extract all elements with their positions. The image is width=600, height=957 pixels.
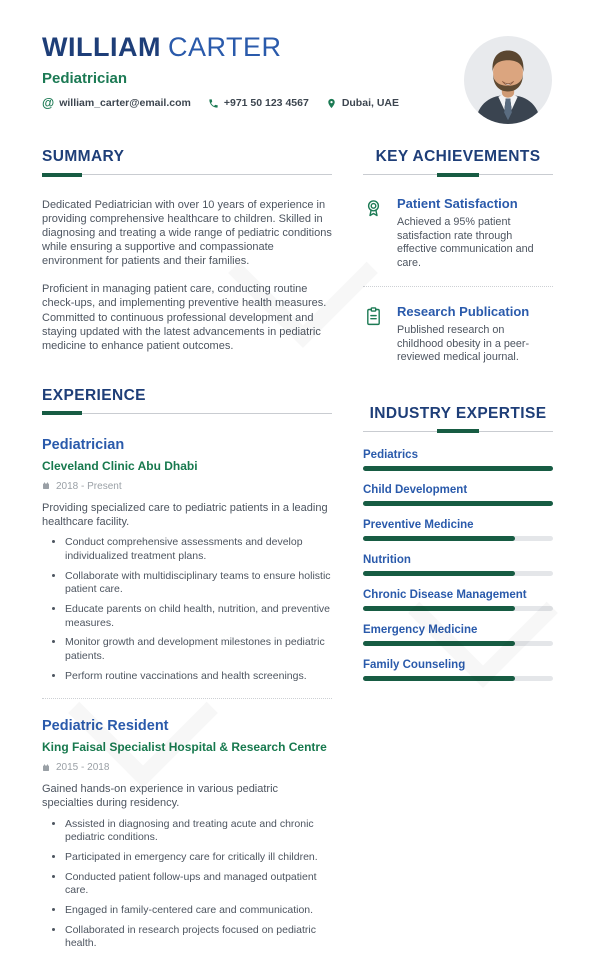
- skill-name: Nutrition: [363, 553, 411, 566]
- skill-name: Emergency Medicine: [363, 623, 478, 636]
- clipboard-icon: [363, 304, 385, 332]
- header-job-title: Pediatrician: [42, 70, 128, 87]
- skill-bar-fill: [363, 536, 515, 541]
- avatar: [464, 36, 552, 124]
- job-entry: [42, 718, 332, 951]
- job-title: Pediatrician: [42, 436, 125, 453]
- location-text: Dubai, UAE: [341, 97, 399, 110]
- skill-bar: [363, 606, 553, 611]
- summary-section: [42, 148, 332, 353]
- job-bullet: • Engaged in family-centered care and communication.: [65, 904, 332, 918]
- job-bullet: • Monitor growth and development milestones in pediatric patients.: [65, 636, 332, 663]
- job-dates-text: 2018 - Present: [56, 480, 122, 492]
- calendar-icon: [42, 482, 50, 490]
- achievements-heading: KEY ACHIEVEMENTS: [375, 148, 541, 165]
- content-columns: [0, 148, 600, 957]
- summary-paragraph: Proficient in managing patient care, conducting routine check-ups, and implementing preventive health measures. Committed to continuous professional development and staying updated with the latest advancements in pediatric medicine to enhance patient outcomes.: [42, 283, 327, 352]
- job-divider: [42, 698, 332, 699]
- skill-name: Family Counseling: [363, 658, 466, 671]
- pin-icon: [326, 98, 337, 109]
- job-title: Pediatric Resident: [42, 718, 169, 735]
- profile-photo: [464, 36, 552, 124]
- skill-row: [363, 554, 553, 576]
- achievement-content: [397, 304, 553, 365]
- experience-section: [42, 387, 332, 951]
- achievement-description: Published research on childhood obesity in a peer-reviewed medical journal.: [397, 323, 530, 364]
- job-bullet: • Perform routine vaccinations and health screenings.: [65, 670, 332, 684]
- job-bullet: • Educate parents on child health, nutrition, and preventive measures.: [65, 603, 332, 630]
- job-dates: [42, 762, 332, 773]
- full-name: [42, 34, 399, 61]
- achievement-item: [363, 196, 553, 271]
- divider-accent: [437, 429, 479, 433]
- section-divider: [42, 413, 332, 418]
- job-company: Cleveland Clinic Abu Dhabi: [42, 458, 198, 473]
- job-description: Gained hands-on experience in various pediatric specialties during residency.: [42, 783, 279, 810]
- expertise-section: [363, 405, 553, 681]
- achievement-divider: [363, 286, 553, 287]
- left-column: [42, 148, 332, 957]
- job-bullet: • Collaborated in research projects focused on pediatric health.: [65, 924, 332, 951]
- achievements-section: [363, 148, 553, 365]
- section-divider: [363, 174, 553, 179]
- contact-location: [326, 97, 399, 109]
- job-description: Providing specialized care to pediatric patients in a leading healthcare facility.: [42, 501, 328, 529]
- medal-icon: [363, 196, 385, 224]
- skill-name: Pediatrics: [363, 448, 418, 461]
- skill-list: [363, 449, 553, 681]
- job-bullet-list: [42, 818, 332, 951]
- skill-name: Child Development: [363, 483, 468, 496]
- skill-bar-fill: [363, 641, 515, 646]
- skill-row: [363, 624, 553, 646]
- header: [0, 0, 600, 124]
- summary-heading: SUMMARY: [42, 148, 125, 165]
- skill-bar-fill: [363, 676, 515, 681]
- phone-icon: [208, 98, 219, 109]
- job-bullet: • Participated in emergency care for critically ill children.: [65, 851, 332, 865]
- skill-name: Preventive Medicine: [363, 518, 474, 531]
- skill-bar: [363, 571, 553, 576]
- email-text: william_carter@email.com: [59, 97, 191, 110]
- contact-email: [42, 97, 191, 110]
- first-name: WILLIAM: [42, 32, 161, 62]
- experience-heading: EXPERIENCE: [42, 386, 146, 404]
- achievement-title: Research Publication: [397, 303, 530, 319]
- job-bullet: • Conducted patient follow-ups and managed outpatient care.: [65, 871, 332, 898]
- skill-name: Chronic Disease Management: [363, 588, 527, 601]
- contact-row: [42, 97, 399, 110]
- skill-bar-fill: [363, 571, 515, 576]
- job-bullet: • Collaborate with multidisciplinary teams to ensure holistic patient care.: [65, 570, 332, 597]
- divider-accent: [42, 411, 82, 415]
- skill-row: [363, 484, 553, 506]
- achievement-description: Achieved a 95% patient satisfaction rate through effective communication and care.: [397, 216, 534, 270]
- divider-accent: [437, 173, 479, 177]
- achievement-item: [363, 304, 553, 365]
- skill-row: [363, 589, 553, 611]
- header-identity: [42, 34, 399, 110]
- right-column: [363, 148, 553, 957]
- job-bullet-list: [42, 536, 332, 683]
- skill-row: [363, 659, 553, 681]
- job-bullet: • Conduct comprehensive assessments and develop individualized treatment plans.: [65, 536, 332, 563]
- job-dates: [42, 481, 332, 492]
- section-divider: [42, 174, 332, 179]
- contact-phone: [208, 97, 309, 109]
- divider-accent: [42, 173, 82, 177]
- skill-bar-fill: [363, 501, 553, 506]
- summary-paragraph: Dedicated Pediatrician with over 10 years of experience in providing comprehensive healthcare to children. Skilled in diagnosing and treating a wide range of pediatric conditions while ensuring a supportive and compassionate environment for patients and their families.: [42, 199, 332, 268]
- achievement-title: Patient Satisfaction: [397, 196, 518, 211]
- achievement-content: [397, 196, 553, 271]
- skill-bar: [363, 466, 553, 471]
- skill-bar: [363, 641, 553, 646]
- summary-body: [42, 198, 332, 353]
- job-dates-text: 2015 - 2018: [56, 762, 110, 774]
- expertise-heading: INDUSTRY EXPERTISE: [369, 404, 547, 422]
- skill-bar-fill: [363, 606, 515, 611]
- skill-row: [363, 449, 553, 471]
- skill-row: [363, 519, 553, 541]
- section-divider: [363, 431, 553, 436]
- skill-bar-fill: [363, 466, 553, 471]
- phone-text: +971 50 123 4567: [223, 97, 309, 110]
- skill-bar: [363, 501, 553, 506]
- job-company: King Faisal Specialist Hospital & Research Centre: [42, 740, 327, 755]
- at-icon: @: [42, 96, 55, 110]
- skill-bar: [363, 676, 553, 681]
- skill-bar: [363, 536, 553, 541]
- calendar-icon: [42, 764, 50, 772]
- job-bullet: • Assisted in diagnosing and treating acute and chronic pediatric conditions.: [65, 818, 332, 845]
- job-entry: [42, 437, 332, 683]
- last-name: CARTER: [167, 32, 282, 62]
